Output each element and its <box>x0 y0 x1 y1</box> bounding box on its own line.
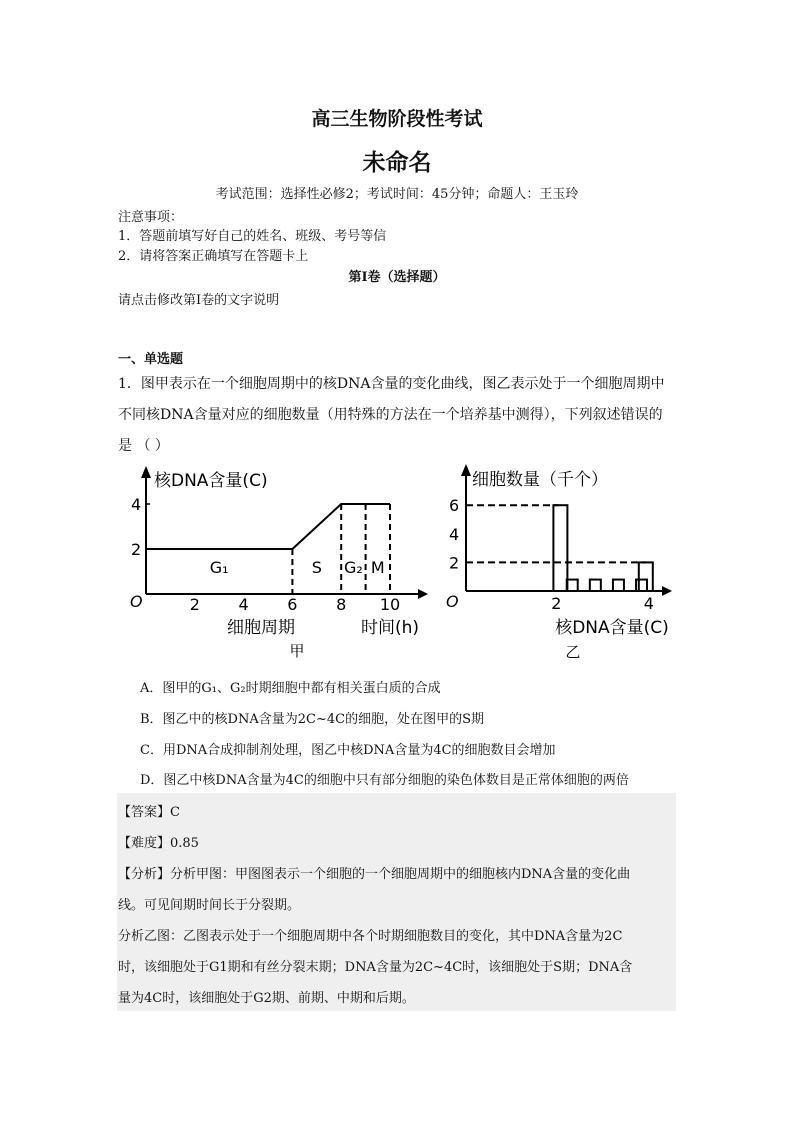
y-axis-label: 核DNA含量(C) <box>154 471 268 491</box>
x-tick-label: 8 <box>336 595 347 614</box>
x-axis-unit-label: 时间(h) <box>360 618 420 638</box>
x-tick-label: 2 <box>189 595 200 614</box>
answer-text: 【答案】C <box>118 805 180 820</box>
notice-item: 2．请将答案正确填写在答题卡上 <box>118 249 309 264</box>
origin-label: O <box>130 592 143 611</box>
exam-title: 高三生物阶段性考试 <box>311 108 483 130</box>
x-tick-label: 6 <box>287 595 298 614</box>
y-axis-arrow <box>141 466 151 478</box>
notice-item: 1．答题前填写好自己的姓名、班级、考号等信 <box>118 229 387 244</box>
figure-caption: 甲 <box>289 642 305 660</box>
phase-label: S <box>311 558 322 577</box>
figure-caption: 乙 <box>565 643 581 661</box>
volume-heading: 第I卷（选择题） <box>348 270 446 285</box>
x-axis-label: 细胞周期 <box>227 618 295 638</box>
analysis-line: 分析乙图：乙图表示处于一个细胞周期中各个时期细胞数目的变化，其中DNA含量为2C <box>118 929 623 944</box>
phase-label: G₁ <box>209 558 229 577</box>
section-heading: 一、单选题 <box>118 352 184 367</box>
y-axis-arrow <box>461 464 471 476</box>
cell-count-bar <box>639 562 653 591</box>
chart-jia <box>130 466 428 660</box>
exam-info: 考试范围：选择性必修2；考试时间：45分钟；命题人：王玉玲 <box>215 187 579 202</box>
volume-note: 请点击修改第I卷的文字说明 <box>118 293 280 308</box>
origin-label: O <box>446 592 459 611</box>
x-tick-label: 2 <box>551 594 562 613</box>
y-axis-label: 细胞数量（千个） <box>472 470 608 490</box>
cell-count-bar <box>553 505 567 591</box>
analysis-line: 量为4C时，该细胞处于G2期、前期、中期和后期。 <box>118 991 415 1006</box>
option-c[interactable]: C．用DNA合成抑制剂处理，图乙中核DNA含量为4C的细胞数目会增加 <box>140 743 556 758</box>
phase-label: G₂ <box>343 558 363 577</box>
chart-yi <box>446 464 672 661</box>
x-axis-label: 核DNA含量(C) <box>555 618 669 638</box>
y-tick-label: 2 <box>449 553 460 573</box>
question-stem-line: 1．图甲表示在一个细胞周期中的核DNA含量的变化曲线，图乙表示处于一个细胞周期中 <box>118 376 665 392</box>
question-stem-line: 不同核DNA含量对应的细胞数量（用特殊的方法在一个培养基中测得），下列叙述错误的 <box>118 407 663 423</box>
cell-count-bar <box>613 580 624 591</box>
x-tick-label: 4 <box>643 594 654 613</box>
option-a[interactable]: A．图甲的G₁、G₂时期细胞中都有相关蛋白质的合成 <box>140 681 441 696</box>
y-tick-label: 6 <box>449 496 460 516</box>
phase-label: M <box>370 558 385 577</box>
paper-subtitle: 未命名 <box>362 149 432 176</box>
analysis-line: 时，该细胞处于G1期和有丝分裂末期；DNA含量为2C~4C时，该细胞处于S期；DNA含 <box>118 960 633 975</box>
notice-heading: 注意事项： <box>118 210 184 225</box>
x-tick-label: 10 <box>379 595 401 614</box>
option-b[interactable]: B．图乙中的核DNA含量为2C~4C的细胞，处在图甲的S期 <box>140 712 484 727</box>
difficulty-text: 【难度】0.85 <box>118 836 199 851</box>
analysis-line: 线。可见间期时间长于分裂期。 <box>118 898 301 913</box>
question-stem-line: 是 （ ） <box>118 438 169 454</box>
cell-count-bar <box>636 580 647 591</box>
y-tick-label: 4 <box>449 524 460 544</box>
cell-count-bar <box>590 580 601 591</box>
y-tick-label: 4 <box>131 495 142 514</box>
option-d[interactable]: D．图乙中核DNA含量为4C的细胞中只有部分细胞的染色体数目是正常体细胞的两倍 <box>140 773 629 788</box>
x-axis-arrow <box>662 586 672 596</box>
dna-content-line <box>146 504 390 549</box>
x-tick-label: 4 <box>238 595 249 614</box>
analysis-line: 【分析】分析甲图：甲图图表示一个细胞的一个细胞周期中的细胞核内DNA含量的变化曲 <box>118 867 631 882</box>
y-tick-label: 2 <box>131 540 142 559</box>
x-axis-arrow <box>418 589 428 599</box>
